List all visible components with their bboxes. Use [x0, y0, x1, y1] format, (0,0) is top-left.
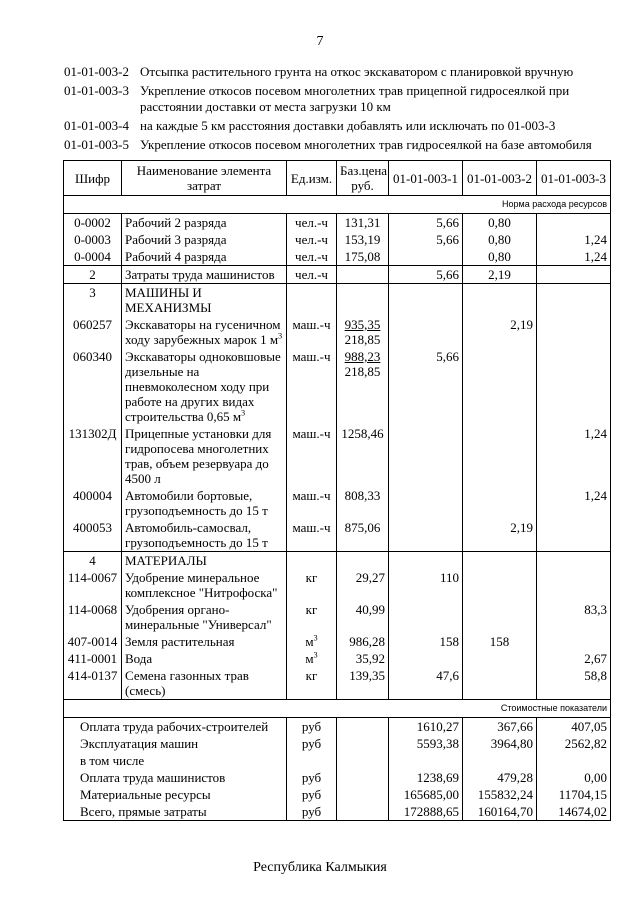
table-cell: 3964,80: [463, 735, 537, 752]
definition-item: [64, 118, 624, 134]
table-cell: [463, 752, 537, 769]
table-row: [64, 769, 611, 786]
table-cell: [537, 752, 611, 769]
table-cell: [389, 284, 463, 317]
table-cell: 2: [64, 266, 122, 284]
definition-code: 01-01-003-2: [64, 64, 129, 79]
table-cell: 1,24: [537, 487, 611, 519]
table-cell: Рабочий 2 разряда: [122, 214, 287, 232]
table-cell: [537, 316, 611, 348]
definition-text: Укрепление откосов посевом многолетних трав прицепной гидросеялкой при расстоянии доставки от места загрузки 10 км: [140, 83, 570, 114]
cost-header: Стоимостные показатели: [64, 700, 611, 718]
superscript: 3: [313, 650, 318, 660]
table-cell: 110: [389, 569, 463, 601]
table-cell: [389, 316, 463, 348]
table-cell: [463, 552, 537, 570]
superscript: 3: [241, 408, 246, 418]
table-row: [64, 425, 611, 487]
column-header: 01-01-003-3: [537, 161, 611, 196]
table-cell: 114-0068: [64, 601, 122, 633]
unit: м: [305, 634, 314, 649]
table-cell: 131302Д: [64, 425, 122, 487]
table-cell: 165685,00: [389, 786, 463, 803]
table-cell: 1610,27: [389, 718, 463, 736]
table-cell: 35,92: [337, 650, 389, 667]
table-cell: [122, 487, 287, 519]
table-cell: [337, 769, 389, 786]
table-cell: [463, 487, 537, 519]
total-label: Оплата труда рабочих-строителей: [64, 718, 287, 736]
table-cell: 986,28: [337, 633, 389, 650]
total-label: Материальные ресурсы: [64, 786, 287, 803]
table-cell: [463, 569, 537, 601]
definition-text: Укрепление откосов посевом многолетних трав гидросеялкой на базе автомобиля: [140, 137, 592, 152]
machine-name: Экскаваторы на гусеничном ходу зарубежных марок 1 м: [125, 317, 281, 347]
table-row: [64, 214, 611, 232]
table-cell: [389, 487, 463, 519]
table-cell: [389, 552, 463, 570]
table-cell: 407,05: [537, 718, 611, 736]
table-cell: [122, 316, 287, 348]
table-cell: маш.-ч: [287, 316, 337, 348]
table-row: [64, 266, 611, 284]
definition-text: Отсыпка растительного грунта на откос экскаватором с планировкой вручную: [140, 64, 574, 79]
table-cell: маш.-ч: [287, 348, 337, 425]
table-cell: 172888,65: [389, 803, 463, 821]
table-cell: [537, 552, 611, 570]
definition-item: [64, 137, 624, 153]
table-cell: [122, 425, 287, 487]
definition-item: [64, 64, 624, 80]
table-row: [64, 284, 611, 317]
table-cell: МАШИНЫ И МЕХАНИЗМЫ: [122, 284, 287, 317]
table-cell: [337, 266, 389, 284]
table-cell: 158: [463, 633, 537, 650]
table-cell: 155832,24: [463, 786, 537, 803]
table-cell: 47,6: [389, 667, 463, 700]
definition-code: 01-01-003-5: [64, 137, 129, 152]
table-cell: [287, 569, 337, 601]
price-top: 935,35: [344, 317, 381, 332]
table-cell: 40,99: [337, 601, 389, 633]
table-cell: 407-0014: [64, 633, 122, 650]
table-cell: Рабочий 3 разряда: [122, 231, 287, 248]
table-cell: Семена газонных трав (смесь): [122, 667, 287, 700]
table-cell: чел.-ч: [287, 248, 337, 266]
table-row: [64, 633, 611, 650]
definition-code: 01-01-003-4: [64, 118, 129, 133]
column-header: Ед.изм.: [287, 161, 337, 196]
table-header-row: [64, 161, 611, 196]
table-cell: [122, 348, 287, 425]
table-cell: Удобрения органо-минеральные "Универсал": [122, 601, 287, 633]
unit: кг: [305, 668, 318, 683]
table-cell: [389, 752, 463, 769]
table-cell: [537, 633, 611, 650]
table-cell: Рабочий 4 разряда: [122, 248, 287, 266]
machine-name: Автомобиль-самосвал, грузоподъемность до 15 т: [125, 520, 268, 550]
resource-table: [63, 160, 611, 821]
table-cell: 2,67: [537, 650, 611, 667]
price: 808,33: [344, 488, 381, 503]
table-cell: руб: [287, 786, 337, 803]
table-row: [64, 487, 611, 519]
price: 218,85: [344, 332, 381, 347]
table-row: [64, 786, 611, 803]
table-cell: 0,80: [463, 214, 537, 232]
table-cell: 367,66: [463, 718, 537, 736]
table-cell: 5,66: [389, 231, 463, 248]
table-cell: [389, 248, 463, 266]
table-cell: [337, 316, 389, 348]
table-cell: [463, 284, 537, 317]
table-cell: 0-0003: [64, 231, 122, 248]
table-row: [64, 231, 611, 248]
page-number: 7: [316, 34, 324, 49]
table-cell: [337, 752, 389, 769]
table-row: [64, 803, 611, 821]
table-cell: 2,19: [463, 519, 537, 552]
machine-name: Прицепные установки для гидропосева многолетних трав, объем резервуара до 4500 л: [125, 426, 272, 486]
table-cell: 1,24: [537, 248, 611, 266]
table-cell: 14674,02: [537, 803, 611, 821]
definition-text: на каждые 5 км расстояния доставки добавлять или исключать по 01-003-3: [140, 118, 556, 133]
machine-name: Экскаваторы одноковшовые дизельные на пневмоколесном ходу при работе на других видах строительства 0,65 м: [125, 349, 281, 424]
table-cell: Затраты труда машинистов: [122, 266, 287, 284]
table-cell: руб: [287, 718, 337, 736]
column-header: 01-01-003-1: [389, 161, 463, 196]
table-cell: 0,00: [537, 769, 611, 786]
definition-code: 01-01-003-3: [64, 83, 129, 98]
table-cell: 11704,15: [537, 786, 611, 803]
table-cell: 139,35: [337, 667, 389, 700]
table-cell: [337, 519, 389, 552]
table-row: [64, 552, 611, 570]
table-cell: руб: [287, 769, 337, 786]
table-cell: [537, 519, 611, 552]
table-cell: [287, 552, 337, 570]
total-label: Всего, прямые затраты: [64, 803, 287, 821]
table-cell: 160164,70: [463, 803, 537, 821]
table-cell: [337, 803, 389, 821]
table-row: [64, 601, 611, 633]
table-cell: [463, 650, 537, 667]
table-cell: [287, 601, 337, 633]
table-row: [64, 519, 611, 552]
table-cell: Вода: [122, 650, 287, 667]
table-cell: 5,66: [389, 214, 463, 232]
table-cell: руб: [287, 735, 337, 752]
table-row: [64, 718, 611, 736]
table-cell: [337, 487, 389, 519]
unit: кг: [305, 602, 318, 617]
definition-item: [64, 83, 624, 115]
table-cell: 1,24: [537, 425, 611, 487]
table-cell: [389, 650, 463, 667]
table-cell: 158: [389, 633, 463, 650]
table-cell: [537, 569, 611, 601]
total-label: Эксплуатация машин: [64, 735, 287, 752]
table-cell: [537, 284, 611, 317]
table-cell: [337, 425, 389, 487]
table-cell: [287, 650, 337, 667]
table-cell: [337, 718, 389, 736]
table-cell: [389, 519, 463, 552]
price: 1258,46: [341, 426, 384, 441]
table-cell: 060257: [64, 316, 122, 348]
table-row: [64, 248, 611, 266]
table-cell: [389, 425, 463, 487]
superscript: 3: [278, 331, 283, 341]
table-cell: 5,66: [389, 266, 463, 284]
table-row: [64, 196, 611, 214]
table-cell: 411-0001: [64, 650, 122, 667]
table-row: [64, 348, 611, 425]
table-cell: маш.-ч: [287, 519, 337, 552]
table-cell: 5593,38: [389, 735, 463, 752]
column-header: Шифр: [64, 161, 122, 196]
table-cell: чел.-ч: [287, 266, 337, 284]
table-cell: 0-0002: [64, 214, 122, 232]
price: 875,06: [344, 520, 381, 535]
machine-name: Автомобили бортовые, грузоподъемность до 15 т: [125, 488, 268, 518]
table-cell: Земля растительная: [122, 633, 287, 650]
definitions-list: [64, 64, 624, 156]
table-cell: МАТЕРИАЛЫ: [122, 552, 287, 570]
norm-header: Норма расхода ресурсов: [64, 196, 611, 214]
unit: м: [305, 651, 314, 666]
table-cell: 5,66: [389, 348, 463, 425]
total-label: Оплата труда машинистов: [64, 769, 287, 786]
table-cell: 58,8: [537, 667, 611, 700]
table-cell: [287, 667, 337, 700]
table-cell: Удобрение минеральное комплексное "Нитрофоска": [122, 569, 287, 601]
table-cell: [337, 284, 389, 317]
table-cell: 1238,69: [389, 769, 463, 786]
table-row: [64, 650, 611, 667]
table-row: [64, 667, 611, 700]
table-cell: [537, 214, 611, 232]
table-cell: [463, 348, 537, 425]
superscript: 3: [313, 633, 318, 643]
table-cell: 400004: [64, 487, 122, 519]
table-row: [64, 735, 611, 752]
table-cell: 175,08: [337, 248, 389, 266]
table-cell: чел.-ч: [287, 231, 337, 248]
table-cell: чел.-ч: [287, 214, 337, 232]
table-cell: 414-0137: [64, 667, 122, 700]
table-cell: 3: [64, 284, 122, 317]
table-cell: 114-0067: [64, 569, 122, 601]
table-cell: [537, 348, 611, 425]
table-cell: 2562,82: [537, 735, 611, 752]
table-cell: руб: [287, 803, 337, 821]
table-cell: [463, 425, 537, 487]
table-cell: [337, 348, 389, 425]
table-cell: 2,19: [463, 316, 537, 348]
total-label: в том числе: [64, 752, 287, 769]
table-cell: [337, 552, 389, 570]
table-cell: [287, 633, 337, 650]
table-cell: 4: [64, 552, 122, 570]
unit: кг: [305, 570, 318, 585]
column-header: 01-01-003-2: [463, 161, 537, 196]
table-row: [64, 569, 611, 601]
table-cell: 83,3: [537, 601, 611, 633]
table-cell: маш.-ч: [287, 487, 337, 519]
table-cell: 1,24: [537, 231, 611, 248]
table-cell: 2,19: [463, 266, 537, 284]
footer-region: Республика Калмыкия: [253, 860, 387, 875]
table-cell: [463, 667, 537, 700]
table-cell: [537, 266, 611, 284]
table-cell: 060340: [64, 348, 122, 425]
column-header: Наименование элемента затрат: [122, 161, 287, 196]
table-cell: [287, 752, 337, 769]
table-cell: [287, 284, 337, 317]
table-cell: [389, 601, 463, 633]
table-cell: [337, 735, 389, 752]
table-cell: 0-0004: [64, 248, 122, 266]
table-cell: 0,80: [463, 248, 537, 266]
price: 218,85: [344, 364, 381, 379]
table-cell: [463, 601, 537, 633]
table-cell: 29,27: [337, 569, 389, 601]
table-cell: 479,28: [463, 769, 537, 786]
table-row: [64, 316, 611, 348]
column-header: Баз.цена руб.: [337, 161, 389, 196]
table-cell: маш.-ч: [287, 425, 337, 487]
table-cell: [337, 786, 389, 803]
table-cell: 131,31: [337, 214, 389, 232]
table-cell: 153,19: [337, 231, 389, 248]
price-top: 988,23: [344, 349, 381, 364]
table-row: [64, 700, 611, 718]
table-cell: 400053: [64, 519, 122, 552]
table-cell: 0,80: [463, 231, 537, 248]
table-row: [64, 752, 611, 769]
table-cell: [122, 519, 287, 552]
